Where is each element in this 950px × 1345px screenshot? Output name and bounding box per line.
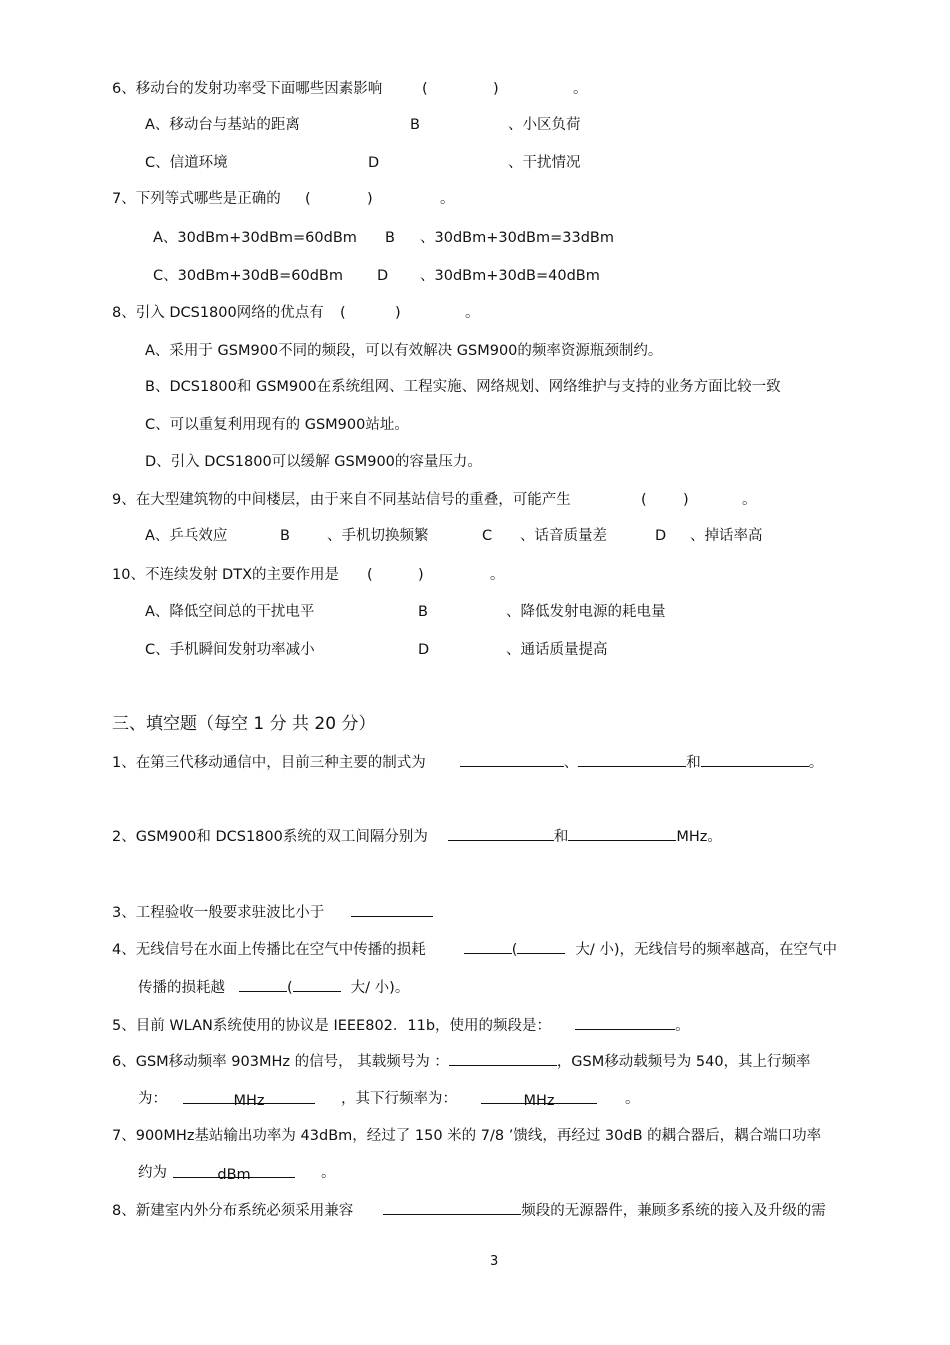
fill-q5-end: 。 bbox=[675, 1018, 690, 1034]
mc-q6-stem: 6、移动台的发射功率受下面哪些因素影响 bbox=[112, 81, 383, 97]
fill-q7-blank[interactable] bbox=[173, 1163, 295, 1183]
mc-q10-end: 。 bbox=[490, 567, 505, 583]
fill-q6-unit-1: MHz bbox=[233, 1093, 265, 1109]
mc-q6-option-a: A、移动台与基站的距离 bbox=[145, 117, 300, 133]
mc-q10-option-c: C、手机瞬间发射功率减小 bbox=[145, 642, 315, 658]
fill-q2-blank-1[interactable] bbox=[448, 826, 554, 841]
mc-q10-option-d-letter: D bbox=[418, 642, 430, 658]
mc-q8-paren-left: ( bbox=[340, 305, 346, 321]
mc-q7-paren-left: ( bbox=[305, 191, 311, 207]
mc-q7-option-d-letter: D bbox=[377, 268, 389, 284]
fill-q4-blank-2[interactable] bbox=[239, 977, 287, 992]
mc-q9-option-d: 、掉话率高 bbox=[690, 528, 763, 544]
mc-q10-option-a: A、降低空间总的干扰电平 bbox=[145, 604, 315, 620]
fill-q7-line2-text: 约为 bbox=[138, 1165, 167, 1181]
mc-q7-option-b-letter: B bbox=[385, 230, 395, 246]
fill-q6-line-1 bbox=[112, 1051, 811, 1071]
page-number: 3 bbox=[490, 1254, 499, 1269]
mc-q9-option-a: A、乒乓效应 bbox=[145, 528, 228, 544]
fill-q7-end: 。 bbox=[321, 1165, 336, 1181]
fill-q7-unit: dBm bbox=[217, 1167, 251, 1183]
fill-q6-line2-text: 为： bbox=[138, 1091, 167, 1107]
fill-q1-stem: 1、在第三代移动通信中，目前三种主要的制式为 bbox=[112, 755, 426, 771]
fill-q6-unit-2: MHz bbox=[523, 1093, 555, 1109]
fill-q3-stem: 3、工程验收一般要求驻波比小于 bbox=[112, 905, 325, 921]
mc-q10-option-b-letter: B bbox=[418, 604, 428, 620]
fill-q1-blank-2[interactable] bbox=[578, 752, 686, 767]
mc-q8-option-a: A、采用于 GSM900不同的频段，可以有效解决 GSM900的频率资源瓶颈制约。 bbox=[145, 343, 663, 359]
fill-q7-line-2 bbox=[138, 1163, 336, 1183]
mc-q6-option-d-letter: D bbox=[368, 155, 380, 171]
mc-q7-option-c: C、30dBm+30dB=60dBm bbox=[153, 268, 343, 284]
mc-q8-paren-right: ) bbox=[395, 305, 401, 321]
mc-q6-end: 。 bbox=[573, 81, 588, 97]
mc-q9-paren-right: ) bbox=[683, 492, 689, 508]
fill-q4-blank-1[interactable] bbox=[464, 939, 512, 954]
mc-q10-paren-left: ( bbox=[367, 567, 373, 583]
fill-q4-line-1 bbox=[112, 939, 837, 959]
fill-q2 bbox=[112, 826, 722, 846]
fill-q5 bbox=[112, 1015, 690, 1035]
fill-q4-end: 大/ 小)。 bbox=[350, 980, 410, 996]
fill-q8-blank[interactable] bbox=[383, 1200, 521, 1215]
fill-q2-end: MHz。 bbox=[676, 829, 722, 845]
fill-q6-blank-3[interactable] bbox=[481, 1089, 597, 1109]
mc-q8-option-b: B、DCS1800和 GSM900在系统组网、工程实施、网络规划、网络维护与支持的业务方面比较一致 bbox=[145, 379, 781, 395]
mc-q8-end: 。 bbox=[465, 305, 480, 321]
fill-q4-blank-2b[interactable] bbox=[293, 977, 341, 992]
fill-q6-end: 。 bbox=[625, 1091, 640, 1107]
fill-q4-line2-text: 传播的损耗越 bbox=[138, 980, 225, 996]
mc-q10-stem: 10、不连续发射 DTX的主要作用是 bbox=[112, 567, 340, 583]
mc-q7-option-d: 、30dBm+30dB=40dBm bbox=[420, 268, 600, 284]
fill-q6-blank-2[interactable] bbox=[183, 1089, 315, 1109]
mc-q6-option-b-letter: B bbox=[410, 117, 420, 133]
fill-q2-blank-2[interactable] bbox=[568, 826, 676, 841]
mc-q9-option-c: 、话音质量差 bbox=[520, 528, 607, 544]
mc-q8-option-c: C、可以重复利用现有的 GSM900站址。 bbox=[145, 417, 409, 433]
mc-q6-option-d: 、干扰情况 bbox=[508, 155, 581, 171]
section-title-fill-in: 三、填空题（每空 1 分 共 20 分） bbox=[112, 714, 376, 734]
mc-q9-option-c-letter: C bbox=[482, 528, 493, 544]
fill-q6-blank-1[interactable] bbox=[449, 1051, 557, 1066]
fill-q7-line-1: 7、900MHz基站输出功率为 43dBm，经过了 150 米的 7/8 ’馈线，再经过 30dB 的耦合器后，耦合端口功率 bbox=[112, 1128, 822, 1144]
fill-q3-blank[interactable] bbox=[351, 902, 433, 917]
fill-q4-blank-1b[interactable] bbox=[517, 939, 565, 954]
mc-q6-option-c: C、信道环境 bbox=[145, 155, 228, 171]
fill-q2-stem: 2、GSM900和 DCS1800系统的双工间隔分别为 bbox=[112, 829, 428, 845]
fill-q1-sep-2: 和 bbox=[686, 755, 701, 771]
mc-q9-end: 。 bbox=[742, 492, 757, 508]
mc-q7-option-a: A、30dBm+30dBm=60dBm bbox=[153, 230, 357, 246]
mc-q9-option-d-letter: D bbox=[655, 528, 667, 544]
mc-q8-stem: 8、引入 DCS1800网络的优点有 bbox=[112, 305, 324, 321]
fill-q1-end: 。 bbox=[808, 755, 824, 771]
mc-q6-paren-left: ( bbox=[422, 81, 428, 97]
fill-q4-paren: ( bbox=[511, 942, 518, 958]
mc-q10-option-b: 、降低发射电源的耗电量 bbox=[506, 604, 666, 620]
fill-q1 bbox=[112, 752, 823, 772]
fill-q1-blank-1[interactable] bbox=[460, 752, 564, 767]
mc-q9-stem: 9、在大型建筑物的中间楼层，由于来自不同基站信号的重叠，可能产生 bbox=[112, 492, 571, 508]
mc-q9-paren-left: ( bbox=[641, 492, 647, 508]
fill-q1-sep-1: 、 bbox=[563, 755, 579, 771]
fill-q4-paren-2: ( bbox=[287, 980, 293, 996]
fill-q2-sep: 和 bbox=[553, 829, 569, 845]
fill-q4-mid: 大/ 小)，无线信号的频率越高，在空气中 bbox=[575, 942, 838, 958]
fill-q6-stem: 6、GSM移动频率 903MHz 的信号， 其载频号为 ： bbox=[112, 1054, 449, 1070]
mc-q7-stem: 7、下列等式哪些是正确的 bbox=[112, 191, 281, 207]
mc-q6-paren-right: ) bbox=[493, 81, 499, 97]
fill-q8-stem: 8、新建室内外分布系统必须采用兼容 bbox=[112, 1203, 354, 1219]
fill-q1-blank-3[interactable] bbox=[701, 752, 809, 767]
mc-q9-option-b-letter: B bbox=[280, 528, 290, 544]
fill-q3 bbox=[112, 902, 433, 922]
mc-q9-option-b: 、手机切换频繁 bbox=[327, 528, 429, 544]
mc-q6-option-b: 、小区负荷 bbox=[508, 117, 581, 133]
fill-q6-line-2 bbox=[138, 1089, 640, 1109]
fill-q8 bbox=[112, 1200, 826, 1220]
mc-q7-end: 。 bbox=[440, 191, 455, 207]
mc-q7-option-b: 、30dBm+30dBm=33dBm bbox=[420, 230, 614, 246]
fill-q4-line-2 bbox=[138, 977, 409, 997]
fill-q8-mid: 频段的无源器件，兼顾多系统的接入及升级的需 bbox=[521, 1203, 826, 1219]
fill-q6-mid: ，GSM移动载频号为 540，其上行频率 bbox=[556, 1054, 811, 1070]
fill-q4-stem: 4、无线信号在水面上传播比在空气中传播的损耗 bbox=[112, 942, 426, 958]
fill-q5-blank[interactable] bbox=[575, 1015, 675, 1030]
mc-q10-option-d: 、通话质量提高 bbox=[506, 642, 608, 658]
fill-q6-mid-2: ，其下行频率为： bbox=[341, 1091, 457, 1107]
fill-q5-stem: 5、目前 WLAN系统使用的协议是 IEEE802．11b，使用的频段是： bbox=[112, 1018, 552, 1034]
mc-q7-paren-right: ) bbox=[367, 191, 373, 207]
mc-q8-option-d: D、引入 DCS1800可以缓解 GSM900的容量压力。 bbox=[145, 454, 482, 470]
mc-q10-paren-right: ) bbox=[418, 567, 424, 583]
